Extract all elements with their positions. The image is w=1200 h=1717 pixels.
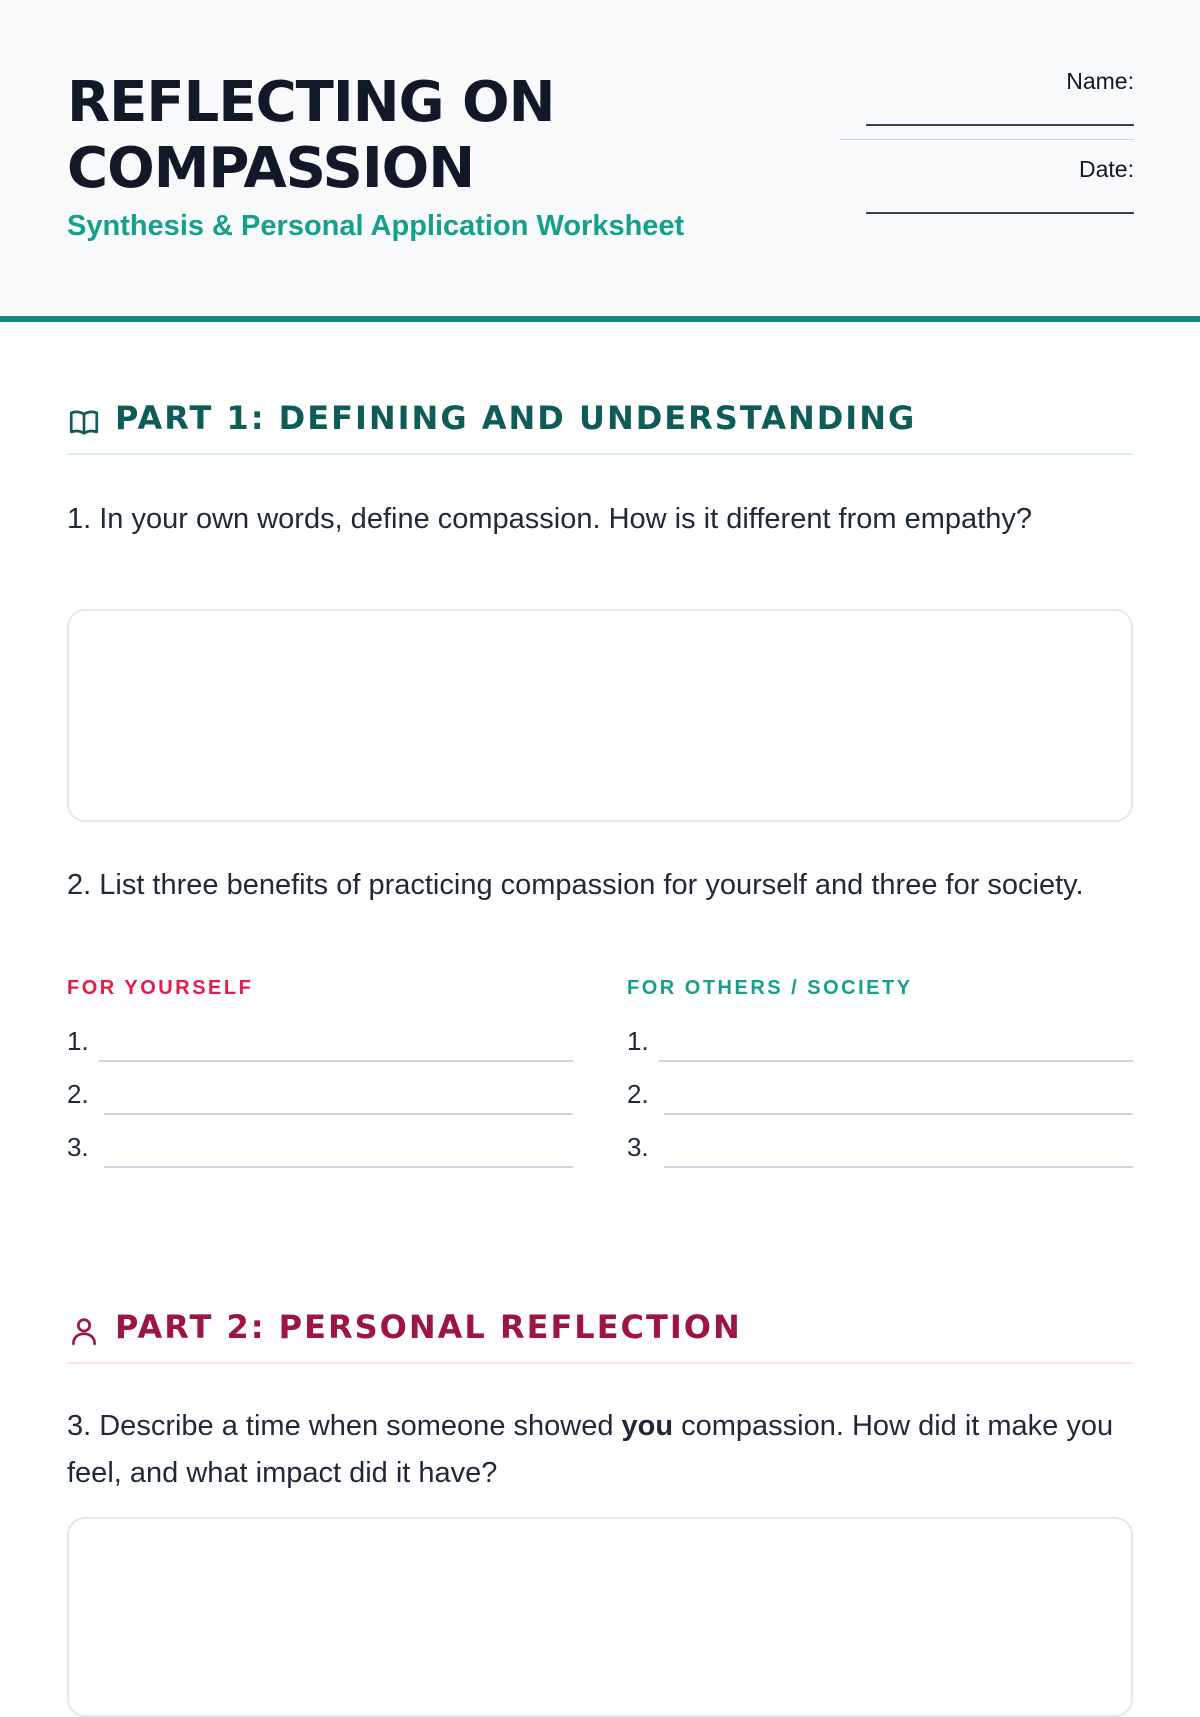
date-field[interactable] [866, 192, 1134, 214]
question-2: 2. List three benefits of practicing compassion for yourself and three for society. [67, 869, 1084, 901]
worksheet-header [0, 0, 1200, 322]
answer-line-society-1[interactable] [659, 1060, 1133, 1062]
question-3-emphasis: you [621, 1410, 674, 1442]
title-line-1: REFLECTING ON [67, 70, 555, 135]
list-number: 3. [67, 1132, 89, 1162]
list-number: 2. [627, 1079, 649, 1109]
part-2-heading [67, 1304, 1133, 1364]
list-item [67, 1022, 573, 1062]
question-3-text-end: compassion. How did it make you feel, and what impact did it have? [67, 1410, 1114, 1489]
answer-box-q3[interactable] [67, 1517, 1133, 1717]
part-1-divider [67, 453, 1133, 455]
header-field-divider [840, 139, 1134, 140]
name-label: Name: [1066, 68, 1134, 94]
answer-line-society-3[interactable] [664, 1166, 1133, 1168]
part-2-title: PART 2: PERSONAL REFLECTION [115, 1308, 742, 1346]
question-3-text-start: 3. Describe a time when someone showed [67, 1410, 622, 1442]
list-number: 1. [627, 1026, 649, 1056]
list-number: 3. [627, 1132, 649, 1162]
list-number: 1. [67, 1026, 89, 1056]
part-2-divider [67, 1362, 1133, 1364]
person-icon [67, 1314, 101, 1348]
answer-line-self-1[interactable] [99, 1060, 573, 1062]
question-3 [67, 1403, 1133, 1497]
part-1-heading [67, 395, 1133, 455]
answer-line-society-2[interactable] [664, 1113, 1133, 1115]
answer-box-q1[interactable] [67, 609, 1133, 822]
list-item [627, 1075, 1133, 1115]
answer-line-self-2[interactable] [104, 1113, 573, 1115]
title-line-2: COMPASSION [67, 136, 475, 201]
date-label: Date: [1079, 156, 1134, 182]
list-item [67, 1128, 573, 1168]
name-field[interactable] [866, 104, 1134, 126]
answer-line-self-3[interactable] [104, 1166, 573, 1168]
for-yourself-heading: FOR YOURSELF [67, 977, 254, 999]
list-item [67, 1075, 573, 1115]
part-1-title: PART 1: DEFINING AND UNDERSTANDING [115, 399, 917, 437]
question-1: 1. In your own words, define compassion. How is it different from empathy? [67, 503, 1032, 535]
list-number: 2. [67, 1079, 89, 1109]
page-subtitle: Synthesis & Personal Application Worksheet [67, 210, 685, 242]
for-society-heading: FOR OTHERS / SOCIETY [627, 977, 913, 999]
open-book-icon [67, 405, 101, 439]
list-item [627, 1128, 1133, 1168]
page-title [67, 70, 667, 202]
list-item [627, 1022, 1133, 1062]
